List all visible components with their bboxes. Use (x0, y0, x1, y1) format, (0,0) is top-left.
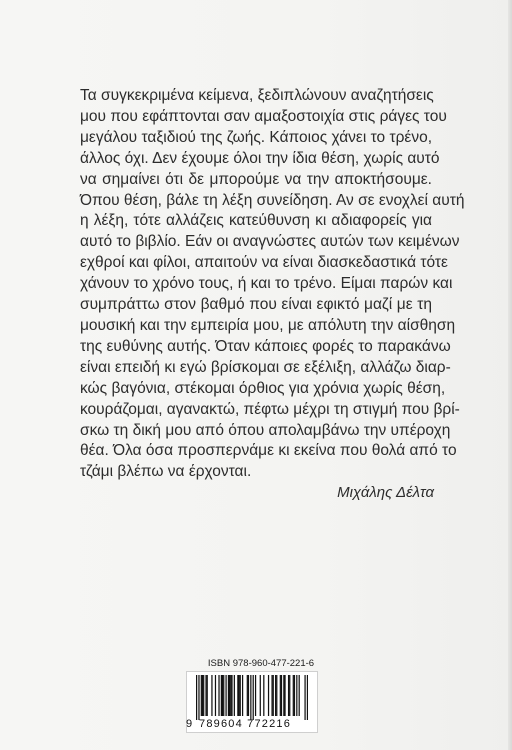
blurb-line: τζάμι βλέπω να έρχονται. (80, 463, 252, 481)
blurb-line: μεγάλου ταξιδιού της ζωής. Κάποιος χάνει το τρένο, (80, 128, 432, 146)
barcode-digits (186, 718, 318, 732)
barcode-bar (250, 675, 251, 720)
barcode-bar (253, 675, 254, 720)
barcode-bars (196, 675, 308, 720)
barcode-bar (203, 675, 204, 716)
barcode-bar (294, 675, 295, 716)
author-signature: Μιχάλης Δέλτα (337, 484, 434, 501)
blurb-line: Όπου θέση, βάλε τη λέξη συνείδηση. Αν σε ενοχλεί αυτή (80, 191, 465, 209)
barcode-bar (237, 675, 238, 716)
barcode-bar (304, 675, 305, 720)
blurb-line: κώς βαγόνια, στέκομαι όρθιος για χρόνια χωρίς θέση, (80, 379, 446, 397)
blurb-line: αυτό το βιβλίο. Εάν οι αναγνώστες αυτών των κειμένων (80, 233, 460, 251)
barcode-bar (271, 675, 272, 716)
blurb-line: είναι επειδή κι εγώ βρίσκομαι σε εξέλιξη, αλλάζω διαρ- (80, 358, 451, 376)
blurb-line: θέα. Όλα όσα προσπερνάμε κι εκείνα που θολά από το (80, 442, 457, 460)
blurb-line: της ευθύνης αυτής. Όταν κάποιες φορές το παρακάνω (80, 337, 451, 355)
barcode-bar (234, 675, 235, 716)
barcode-bar (231, 675, 232, 716)
barcode-bar (238, 675, 239, 716)
barcode-bar (221, 675, 222, 716)
barcode-bar (293, 675, 294, 716)
blurb-line: άλλος όχι. Δεν έχουμε όλοι την ίδια θέση, χωρίς αυτό (80, 149, 440, 167)
barcode-bar (218, 675, 219, 716)
blurb-line: η λέξη, τότε αλλάζεις κατεύθυνση κι αδιαφορείς για (80, 212, 432, 230)
blurb-text (80, 86, 465, 483)
barcode-bar (248, 675, 249, 716)
barcode-bar (268, 675, 269, 716)
barcode-bar (255, 675, 256, 716)
barcode-bar (196, 675, 197, 720)
barcode-bar (225, 675, 226, 716)
barcode-bar (280, 675, 281, 716)
barcode-bar (240, 675, 241, 716)
barcode-bar (275, 675, 276, 716)
barcode-bar (207, 675, 208, 716)
barcode-bar (273, 675, 274, 716)
barcode-bar (242, 675, 243, 716)
page-edge (508, 0, 512, 750)
barcode-bar (222, 675, 223, 716)
barcode-bar (296, 675, 297, 716)
barcode-bar (198, 675, 199, 720)
blurb-line: μου που εφάπτονται σαν αμαξοστοιχία στις ράγες του (80, 107, 447, 125)
barcode-bar (223, 675, 224, 716)
barcode-bar (281, 675, 282, 716)
blurb-line: χάνουν το χρόνο τους, ή και το τρένο. Είμαι παρών και (80, 275, 453, 293)
barcode-bar (247, 675, 248, 716)
barcode-bar (205, 675, 206, 716)
barcode-bar (230, 675, 231, 716)
barcode-bar (307, 675, 308, 720)
blurb-line: να σημαίνει ότι δε μπορούμε να την αποκτήσουμε. (80, 170, 432, 188)
isbn-label: ISBN 978-960-477-221-6 (207, 658, 315, 669)
barcode-bar (201, 675, 202, 716)
barcode-bar (263, 675, 264, 716)
blurb-line: Τα συγκεκριμένα κείμενα, ξεδιπλώνουν αναζητήσεις (80, 87, 434, 104)
barcode-bar (215, 675, 216, 716)
blurb-line: κουράζομαι, αγανακτώ, πέφτω μέχρι τη στιγμή που βρί- (80, 400, 460, 418)
barcode-bar (276, 675, 277, 716)
barcode-bar (283, 675, 284, 716)
barcode-bar (202, 675, 203, 716)
barcode-bar (284, 675, 285, 716)
barcode-bar (260, 675, 261, 716)
blurb-line: σκω τη δική μου από όπου απολαμβάνω την υπέροχη (80, 421, 451, 439)
barcode-digit-groups: 789604 772216 (199, 718, 292, 730)
barcode-bar (289, 675, 290, 716)
barcode-first-digit: 9 (186, 718, 194, 730)
barcode-bar (288, 675, 289, 716)
barcode-bar (211, 675, 212, 716)
barcode-bar (299, 675, 300, 716)
blurb-line: συμπράττω στον βαθμό που είναι εφικτό μαζί με τη (80, 296, 432, 314)
blurb-line: εχθροί και φίλοι, απαιτούν να είναι διασκεδαστικά τότε (80, 254, 448, 272)
blurb-line: μουσική και την εμπειρία μου, με απόλυτη την αίσθηση (80, 316, 456, 334)
barcode-bar (228, 675, 229, 716)
barcode-bar (229, 675, 230, 716)
